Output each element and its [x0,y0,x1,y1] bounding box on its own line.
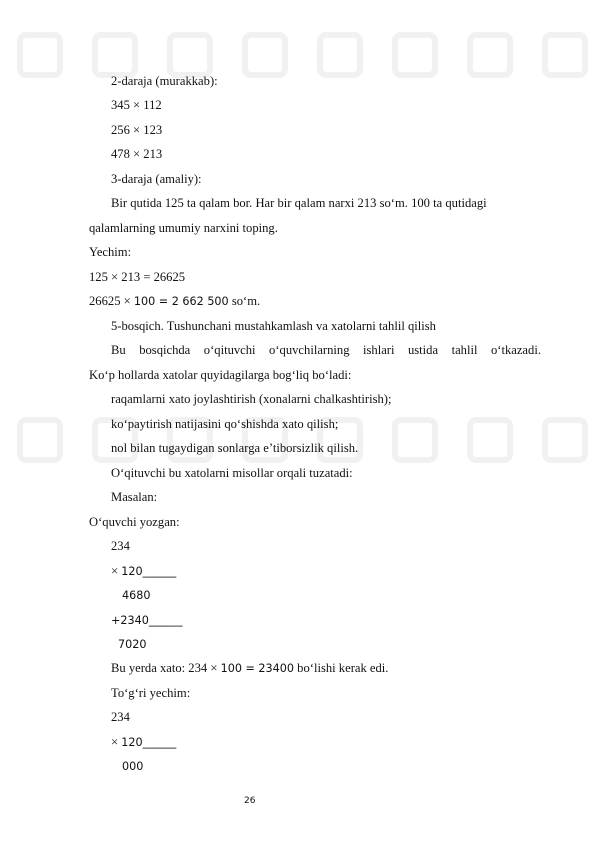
text-line: 478 × 213 [111,147,163,161]
page-number: 26 [244,796,256,806]
text-line: Masalan: [111,490,158,504]
text-line: 125 × 213 = 26625 [89,270,186,284]
text-line: 345 × 112 [111,98,162,112]
calc-line: 234 [111,539,130,553]
word: o‘quvchilarning [269,343,350,357]
calc-line: 000 [122,760,144,773]
word: Bu [111,343,126,357]
number-span: 100 = 23400 [220,662,295,675]
text-line: Ko‘p hollarda xatolar quyidagilarga bog‘liq bo‘ladi: [89,368,352,382]
text-span: 26625 × [89,294,134,308]
word: ishlari [363,343,395,357]
text-span: bo‘lishi kerak edi. [294,661,389,675]
text-line: 2-daraja (murakkab): [111,74,218,88]
text-line [111,661,388,676]
calc-line [111,564,176,579]
number-span: 120______ [121,565,177,578]
text-line [89,294,260,309]
word: o‘tkazadi. [490,343,541,357]
text-span: × [111,564,122,578]
list-item: raqamlarni xato joylashtirish (xonalarni chalkashtirish); [111,392,392,406]
calc-line [111,735,176,750]
number-span: 120______ [121,736,177,749]
word: bosqichda [139,343,191,357]
text-line: Yechim: [89,245,132,259]
calc-line: 4680 [122,589,151,602]
word: tahlil [451,343,478,357]
word: o‘qituvchi [203,343,256,357]
justified-line [111,343,541,358]
text-span: × [111,735,122,749]
calc-line: 234 [111,710,130,724]
calc-line: +2340______ [111,614,183,627]
text-line: qalamlarning umumiy narxini toping. [89,221,278,235]
list-item: ko‘paytirish natijasini qo‘shishda xato qilish; [111,417,339,431]
section-heading: 5-bosqich. Tushunchani mustahkamlash va xatolarni tahlil qilish [111,319,436,333]
word: ustida [407,343,439,357]
text-line: O‘qituvchi bu xatolarni misollar orqali tuzatadi: [111,466,353,480]
text-line: 3-daraja (amaliy): [111,172,202,186]
text-line: 256 × 123 [111,123,163,137]
list-item: nol bilan tugaydigan sonlarga e’tiborsizlik qilish. [111,441,359,455]
number-span: 100 = 2 662 500 [133,295,229,308]
text-span: Bu yerda xato: 234 × [111,661,221,675]
text-line: To‘g‘ri yechim: [111,686,191,700]
text-line: O‘quvchi yozgan: [89,515,180,529]
text-line: Bir qutida 125 ta qalam bor. Har bir qalam narxi 213 so‘m. 100 ta qutidagi [111,196,487,210]
text-span: so‘m. [228,294,261,308]
calc-line: 7020 [118,638,147,651]
